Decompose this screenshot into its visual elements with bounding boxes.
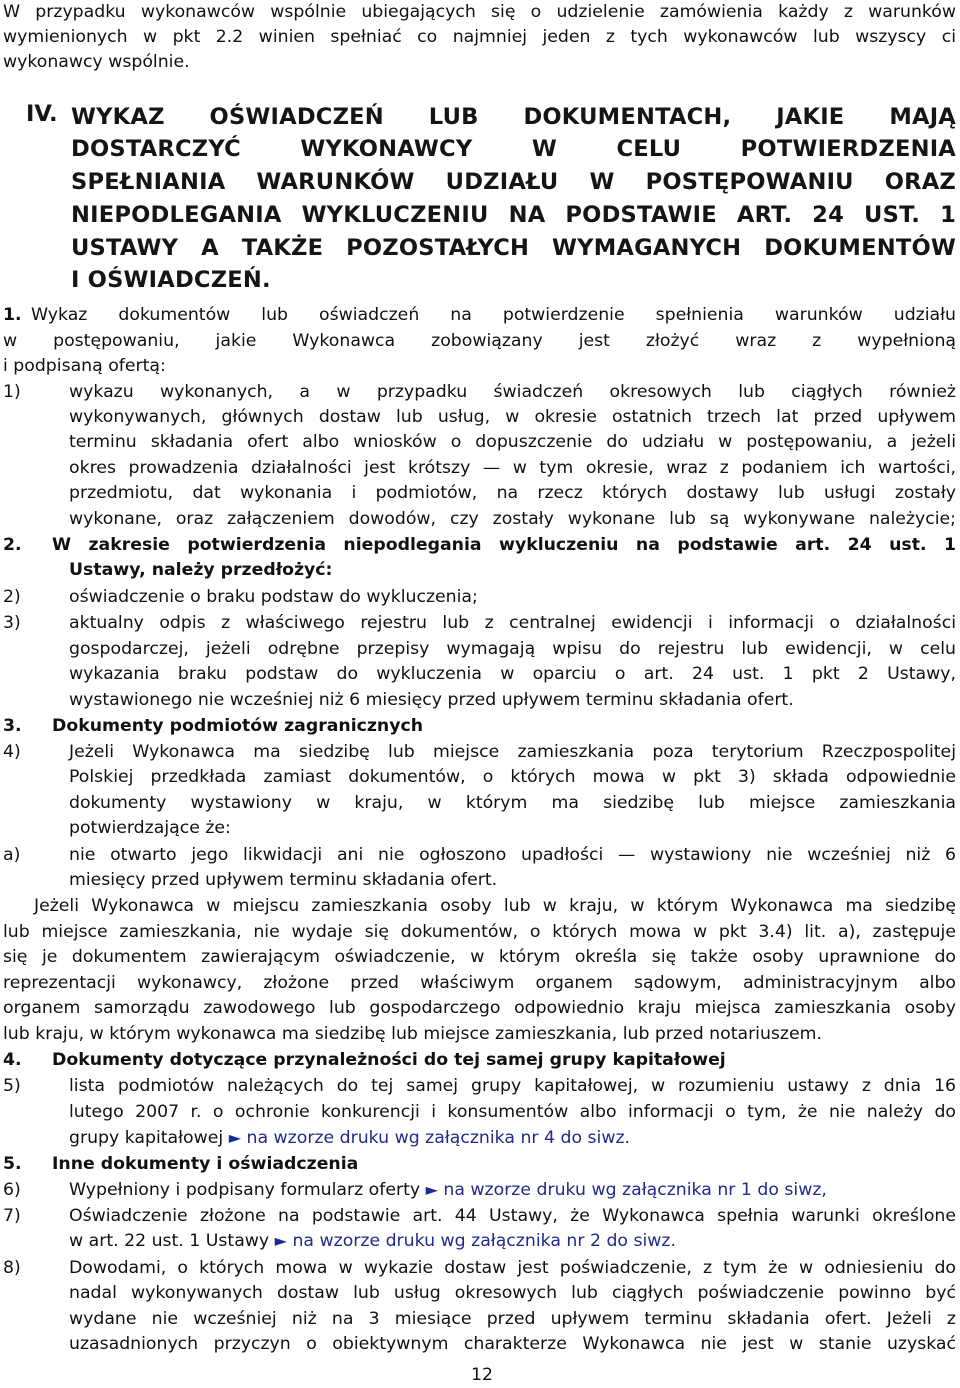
page-number: 12 xyxy=(471,1365,493,1385)
item-5-line-3-text: grupy kapitałowej xyxy=(69,1128,224,1148)
section-2-line-2: Ustawy, należy przedłożyć: xyxy=(69,560,333,580)
item-5-line-1: lista podmiotów należących do tej samej grupy kapitałowej, w rozumieniu ustawy z dnia 16 xyxy=(69,1076,956,1096)
item-1-line-5: przedmiotu, dat wykonania i podmiotów, na rzecz których dostawy lub usługi zostały xyxy=(69,483,956,503)
section-5-title: Inne dokumenty i oświadczenia xyxy=(52,1154,359,1174)
section-heading-number: IV. xyxy=(26,101,58,127)
foreign-para-line-5: organem samorządu zawodowego lub gospodarczego odpowiednio kraju miejsca zamieszkania osoby xyxy=(3,998,956,1018)
section-heading-line-1: WYKAZ OŚWIADCZEŃ LUB DOKUMENTACH, JAKIE MAJĄ xyxy=(71,104,956,130)
foreign-para-line-2: lub miejsce zamieszkania, nie wydaje się dokumentów, o których mowa w pkt 3.4) lit. a), zastępuje xyxy=(3,922,956,942)
foreign-para-line-1: Jeżeli Wykonawca w miejscu zamieszkania osoby lub w kraju, w którym Wykonawca ma siedzibę xyxy=(34,896,956,916)
point-1-line-3: i podpisaną ofertą: xyxy=(3,356,166,376)
item-8-line-3: wydane nie wcześniej niż na 3 miesiące przed upływem terminu składania ofert. Jeżeli z xyxy=(69,1309,956,1329)
item-5-attachment-link[interactable]: na wzorze druku wg załącznika nr 4 do siwz. xyxy=(246,1128,631,1148)
item-5-line-2: lutego 2007 r. o ochronie konkurencji i konsumentów albo informacji o tym, że nie należy do xyxy=(69,1102,956,1122)
section-heading-line-5: USTAWY A TAKŻE POZOSTAŁYCH WYMAGANYCH DOKUMENTÓW xyxy=(71,235,956,261)
foreign-para-line-4: reprezentacji wykonawcy, złożone przed właściwym organem sądowym, administracyjnym albo xyxy=(3,973,956,993)
arrow-right-icon: ► xyxy=(274,1231,287,1250)
arrow-right-icon: ► xyxy=(228,1128,242,1147)
item-8-line-4: uzasadnionych przyczyn o obiektywnym charakterze Wykonawca nie jest w stanie uzyskać xyxy=(69,1334,956,1354)
item-2-line-1: oświadczenie o braku podstaw do wykluczenia; xyxy=(69,587,478,607)
section-3-title: Dokumenty podmiotów zagranicznych xyxy=(52,716,424,736)
item-5-number: 5) xyxy=(3,1076,21,1096)
item-6-line-1 xyxy=(69,1178,956,1204)
item-1-line-3: terminu składania ofert albo wniosków o dopuszczenie do udziału w postępowaniu, a jeżeli xyxy=(69,432,956,452)
section-heading-line-3: SPEŁNIANIA WARUNKÓW UDZIAŁU W POSTĘPOWANIU ORAZ xyxy=(71,169,956,195)
point-1-first-line xyxy=(3,303,956,329)
item-1-number: 1) xyxy=(3,382,21,402)
foreign-para-line-6: lub kraju, w którym wykonawca ma siedzibę lub miejsce zamieszkania, lub przed notariuszem. xyxy=(3,1024,822,1044)
item-1-line-1: wykazu wykonanych, a w przypadku świadczeń okresowych lub ciągłych również xyxy=(69,382,956,402)
item-2-number: 2) xyxy=(3,587,21,607)
item-6-attachment-link[interactable]: na wzorze druku wg załącznika nr 1 do siwz, xyxy=(443,1180,827,1200)
section-2-number: 2. xyxy=(3,535,22,555)
item-1-line-4: okres prowadzenia działalności jest krótszy — w tym okresie, wraz z podaniem ich wartości, xyxy=(69,458,956,478)
intro-line-2: wymienionych w pkt 2.2 winien spełniać co najmniej jeden z tych wykonawców lub wszyscy ci xyxy=(3,27,956,47)
point-1-number: 1. xyxy=(3,305,22,325)
item-1-line-6: wykonane, oraz załączeniem dowodów, czy zostały wykonane lub są wykonywane należycie; xyxy=(69,509,956,529)
arrow-right-icon: ► xyxy=(425,1180,438,1199)
section-5-number: 5. xyxy=(3,1154,22,1174)
item-3-line-3: wykazania braku podstaw do wykluczenia w oparciu o art. 24 ust. 1 pkt 2 Ustawy, xyxy=(69,664,956,684)
item-7-line-2-text: w art. 22 ust. 1 Ustawy xyxy=(69,1231,270,1251)
item-a-number: a) xyxy=(3,845,21,865)
intro-line-3: wykonawcy wspólnie. xyxy=(3,52,190,72)
item-4-line-3: dokumenty wystawiony w kraju, w którym ma siedzibę lub miejsce zamieszkania xyxy=(69,793,956,813)
item-3-number: 3) xyxy=(3,613,21,633)
item-3-line-2: gospodarczej, jeżeli odrębne przepisy wymagają wpisu do rejestru lub ewidencji, w celu xyxy=(69,639,956,659)
item-7-line-1: Oświadczenie złożone na podstawie art. 44 Ustawy, że Wykonawca spełnia warunki określone xyxy=(69,1206,956,1226)
intro-line-1: W przypadku wykonawców wspólnie ubiegających się o udzielenie zamówienia każdy z warunków xyxy=(3,2,956,22)
item-4-line-4: potwierdzające że: xyxy=(69,818,231,838)
item-a-line-2: miesięcy przed upływem terminu składania ofert. xyxy=(69,870,498,890)
item-4-line-2: Polskiej przedkłada zamiast dokumentów, o których mowa w pkt 3) składa odpowiednie xyxy=(69,767,956,787)
item-6-text: Wypełniony i podpisany formularz oferty xyxy=(69,1180,421,1200)
item-7-number: 7) xyxy=(3,1206,21,1226)
point-1-line-2: w postępowaniu, jakie Wykonawca zobowiązany jest złożyć wraz z wypełnioną xyxy=(3,331,956,351)
item-4-line-1: Jeżeli Wykonawca ma siedzibę lub miejsce zamieszkania poza terytorium Rzeczpospolitej xyxy=(69,742,956,762)
section-4-number: 4. xyxy=(3,1050,22,1070)
item-4-number: 4) xyxy=(3,742,21,762)
item-a-line-1: nie otwarto jego likwidacji ani nie ogłoszono upadłości — wystawiony nie wcześniej niż 6 xyxy=(69,845,956,865)
point-1-line-1: Wykaz dokumentów lub oświadczeń na potwierdzenie spełnienia warunków udziału xyxy=(31,305,956,325)
foreign-para-line-3: się je dokumentem zawierającym oświadczenie, w którym określa się także osoby uprawnione do xyxy=(3,947,956,967)
item-7-attachment-link[interactable]: na wzorze druku wg załącznika nr 2 do siwz. xyxy=(292,1231,676,1251)
item-5-line-3 xyxy=(69,1126,956,1152)
section-heading-line-4: NIEPODLEGANIA WYKLUCZENIU NA PODSTAWIE ART. 24 UST. 1 xyxy=(71,202,956,228)
item-7-line-2 xyxy=(69,1229,956,1255)
section-heading-line-2: DOSTARCZYĆ WYKONAWCY W CELU POTWIERDZENIA xyxy=(71,136,956,162)
item-6-number: 6) xyxy=(3,1180,21,1200)
item-3-line-1: aktualny odpis z właściwego rejestru lub z centralnej ewidencji i informacji o działalności xyxy=(69,613,956,633)
item-8-line-1: Dowodami, o których mowa w wykazie dostaw jest poświadczenie, z tym że w odniesieniu do xyxy=(69,1258,956,1278)
item-8-number: 8) xyxy=(3,1258,21,1278)
item-3-line-4: wystawionego nie wcześniej niż 6 miesięcy przed upływem terminu składania ofert. xyxy=(69,690,794,710)
item-8-line-2: nadal wykonywanych dostaw lub usług okresowych lub ciągłych poświadczenie powinno być xyxy=(69,1283,956,1303)
item-1-line-2: wykonywanych, głównych dostaw lub usług, w okresie ostatnich trzech lat przed upływem xyxy=(69,407,956,427)
section-2-line-1: W zakresie potwierdzenia niepodlegania wykluczeniu na podstawie art. 24 ust. 1 xyxy=(52,535,956,555)
section-3-number: 3. xyxy=(3,716,22,736)
section-4-title: Dokumenty dotyczące przynależności do tej samej grupy kapitałowej xyxy=(52,1050,726,1070)
section-heading-line-6: I OŚWIADCZEŃ. xyxy=(71,267,271,293)
